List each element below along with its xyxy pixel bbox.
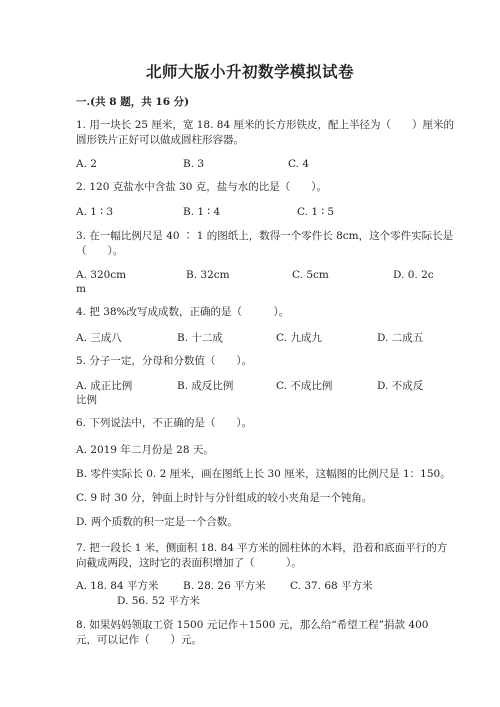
question-6-option-d[interactable]: D. 两个质数的积一定是一个合数。 [76, 516, 238, 528]
page-title: 北师大版小升初数学模拟试卷 [145, 62, 354, 81]
question-6-option-a[interactable]: A. 2019 年二月份是 28 天。 [76, 444, 214, 456]
question-4-option-c[interactable]: C. 九成九 [276, 332, 322, 344]
question-4-option-b[interactable]: B. 十二成 [177, 332, 223, 344]
question-3-option-d-wrap: m [76, 283, 86, 295]
question-7-option-b[interactable]: B. 28. 26 平方米 [183, 580, 266, 592]
question-3-text-line-2: （ ）。 [76, 245, 124, 257]
question-2-option-b[interactable]: B. 1 ∶ 4 [183, 206, 221, 218]
question-1-option-c[interactable]: C. 4 [288, 158, 310, 170]
question-7-option-a[interactable]: A. 18. 84 平方米 [76, 580, 159, 592]
question-8-text-line-2: 元，可以记作（ ）元。 [76, 634, 202, 646]
question-4-option-a[interactable]: A. 三成八 [76, 332, 122, 344]
question-5-option-c[interactable]: C. 不成比例 [276, 380, 333, 392]
question-1-text-line-1: 1. 用一块长 25 厘米，宽 18. 84 厘米的长方形铁皮，配上半径为（ ）厘米的 [76, 119, 454, 131]
question-1-option-a[interactable]: A. 2 [76, 158, 97, 170]
question-5-option-d[interactable]: D. 不成反 [377, 380, 424, 392]
question-6-option-b[interactable]: B. 零件实际长 0. 2 厘米，画在图纸上长 30 厘米，这幅图的比例尺是 1：150。 [76, 468, 451, 480]
question-5-option-a[interactable]: A. 成正比例 [76, 380, 133, 392]
question-5-option-b[interactable]: B. 成反比例 [177, 380, 234, 392]
question-7-option-d[interactable]: D. 56. 52 平方米 [117, 595, 200, 607]
question-4-option-d[interactable]: D. 二成五 [377, 332, 424, 344]
question-7-text-line-2: 向截成两段，这时它的表面积增加了（ ）。 [76, 557, 302, 569]
question-6-option-c[interactable]: C. 9 时 30 分，钟面上时针与分针组成的较小夹角是一个钝角。 [76, 492, 373, 504]
question-3-option-c[interactable]: C. 5cm [292, 269, 329, 281]
question-3-option-a[interactable]: A. 320cm [76, 269, 127, 281]
question-3-option-b[interactable]: B. 32cm [186, 269, 230, 281]
question-7-text-line-1: 7. 把一段长 1 米，侧面积 18. 84 平方米的圆柱体的木料，沿着和底面平行的方 [76, 542, 448, 554]
question-3-text-line-1: 3. 在一幅比例尺是 40 ∶ 1 的图纸上，数得一个零件长 8cm，这个零件实际长是 [76, 230, 454, 242]
question-6-text: 6. 下列说法中，不正确的是（ ）。 [76, 417, 253, 429]
question-2-text: 2. 120 克盐水中含盐 30 克，盐与水的比是（ ）。 [76, 181, 328, 193]
question-1-option-b[interactable]: B. 3 [183, 158, 205, 170]
question-3-option-d[interactable]: D. 0. 2c [393, 269, 434, 281]
question-1-text-line-2: 圆形铁片正好可以做成圆柱形容器。 [76, 134, 244, 146]
question-2-option-c[interactable]: C. 1 ∶ 5 [297, 206, 335, 218]
question-5-text: 5. 分子一定，分母和分数值（ ）。 [76, 355, 253, 367]
question-8-text-line-1: 8. 如果妈妈领取工资 1500 元记作＋1500 元，那么给“希望工程”捐款 400 [76, 619, 429, 631]
question-5-option-d-wrap: 比例 [76, 394, 97, 406]
question-7-option-c[interactable]: C. 37. 68 平方米 [290, 580, 373, 592]
question-4-text: 4. 把 38%改写成成数，正确的是（ ）。 [76, 306, 290, 318]
question-2-option-a[interactable]: A. 1 ∶ 3 [76, 206, 114, 218]
section-heading: 一.(共 8 题，共 16 分) [76, 96, 190, 108]
